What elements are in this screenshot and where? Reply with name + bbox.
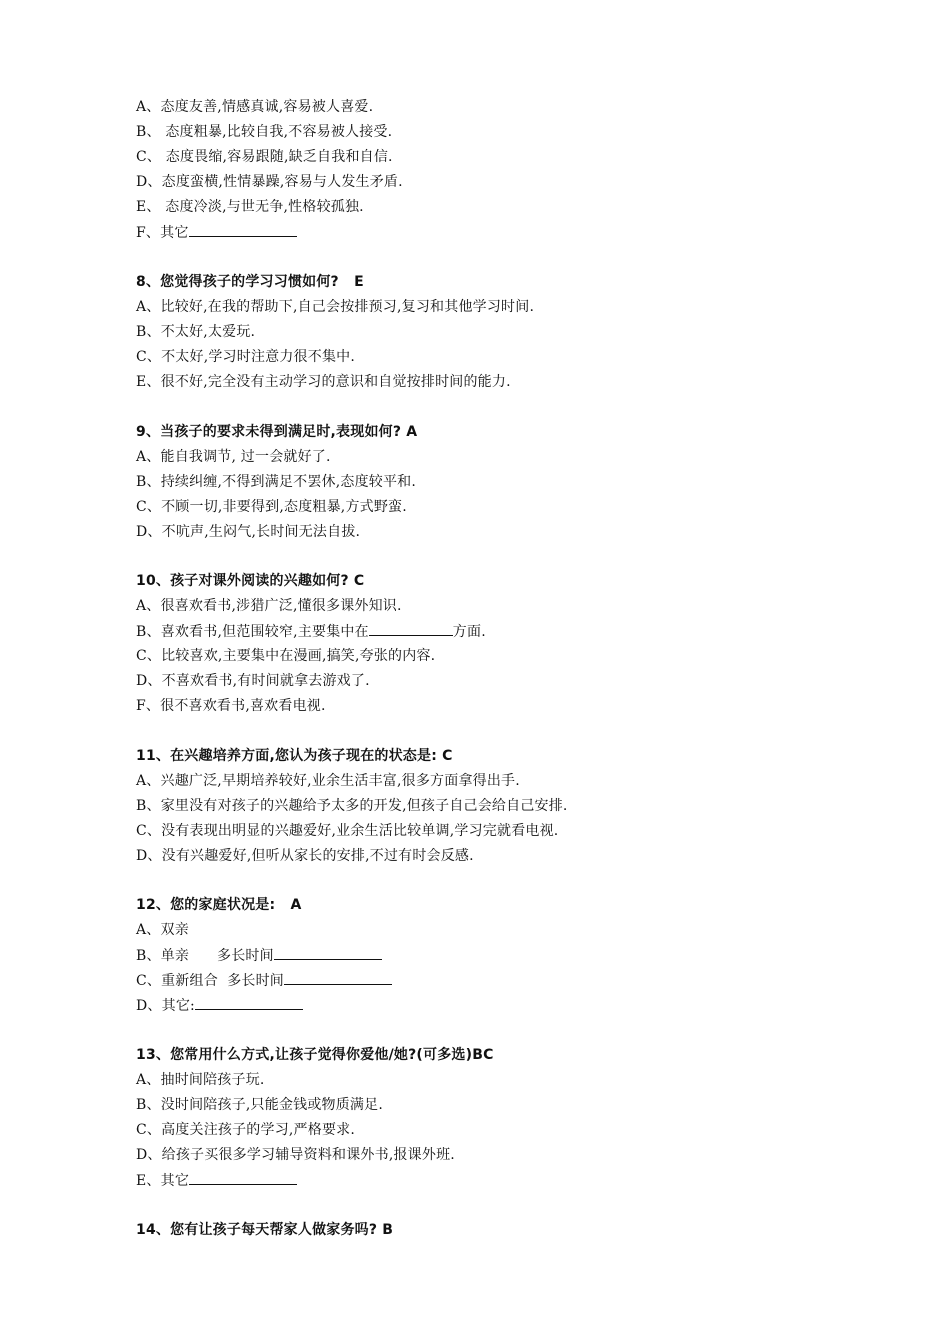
q12-option-b-label: B、单亲 多长时间 [136, 948, 274, 964]
q12-question: 12、您的家庭状况是: A [136, 897, 302, 913]
q9-option-d: D、不吭声,生闷气,长时间无法自拔. [136, 524, 361, 540]
q8-option-e: E、很不好,完全没有主动学习的意识和自觉按排时间的能力. [136, 374, 511, 390]
q10-option-d: D、不喜欢看书,有时间就拿去游戏了. [136, 673, 370, 689]
q12-option-d-blank [195, 995, 303, 1010]
q10-option-c: C、比较喜欢,主要集中在漫画,搞笑,夸张的内容. [136, 648, 436, 664]
q7-option-f-label: F、其它 [136, 225, 189, 241]
q13-option-e-blank [189, 1170, 297, 1185]
q13-option-e [136, 1170, 297, 1191]
q8-option-c: C、不太好,学习时注意力很不集中. [136, 349, 356, 365]
q11-option-a: A、兴趣广泛,早期培养较好,业余生活丰富,很多方面拿得出手. [136, 773, 520, 789]
q13-question: 13、您常用什么方式,让孩子觉得你爱他/她?(可多选)BC [136, 1047, 494, 1063]
q10-option-f: F、很不喜欢看书,喜欢看电视. [136, 698, 326, 714]
q8-question: 8、您觉得孩子的学习习惯如何? E [136, 274, 364, 290]
q12-option-c [136, 970, 392, 991]
q11-option-b: B、家里没有对孩子的兴趣给予太多的开发,但孩子自己会给自己安排. [136, 798, 568, 814]
q11-option-d: D、没有兴趣爱好,但听从家长的安排,不过有时会反感. [136, 848, 474, 864]
q8-option-b: B、不太好,太爱玩. [136, 324, 256, 340]
q9-option-c: C、不顾一切,非要得到,态度粗暴,方式野蛮. [136, 499, 407, 515]
q12-option-d-label: D、其它: [136, 998, 195, 1014]
q10-option-b [136, 621, 486, 642]
q7-option-b: B、 态度粗暴,比较自我,不容易被人接受. [136, 124, 393, 140]
q14-question: 14、您有让孩子每天帮家人做家务吗? B [136, 1222, 394, 1238]
q9-option-b: B、持续纠缠,不得到满足不罢休,态度较平和. [136, 474, 417, 490]
q9-question: 9、当孩子的要求未得到满足时,表现如何? A [136, 424, 418, 440]
q12-option-c-blank [284, 970, 392, 985]
q8-option-a: A、比较好,在我的帮助下,自己会按排预习,复习和其他学习时间. [136, 299, 535, 315]
q12-option-d [136, 995, 303, 1016]
q7-option-d: D、态度蛮横,性情暴躁,容易与人发生矛盾. [136, 174, 403, 190]
q13-option-c: C、高度关注孩子的学习,严格要求. [136, 1122, 356, 1138]
q7-option-f [136, 222, 297, 243]
q10-option-a: A、很喜欢看书,涉猎广泛,懂很多课外知识. [136, 598, 402, 614]
q10-option-b-blank [369, 621, 453, 636]
q13-option-b: B、没时间陪孩子,只能金钱或物质满足. [136, 1097, 383, 1113]
q12-option-c-label: C、重新组合 多长时间 [136, 973, 285, 989]
q7-option-a: A、态度友善,情感真诚,容易被人喜爱. [136, 99, 374, 115]
q13-option-a: A、抽时间陪孩子玩. [136, 1072, 265, 1088]
q13-option-d: D、给孩子买很多学习辅导资料和课外书,报课外班. [136, 1147, 455, 1163]
q13-option-e-label: E、其它 [136, 1173, 190, 1189]
q7-option-f-blank [189, 222, 297, 237]
q11-option-c: C、没有表现出明显的兴趣爱好,业余生活比较单调,学习完就看电视. [136, 823, 559, 839]
q9-option-a: A、能自我调节, 过一会就好了. [136, 449, 331, 465]
q7-option-c: C、 态度畏缩,容易跟随,缺乏自我和自信. [136, 149, 393, 165]
q10-question: 10、孩子对课外阅读的兴趣如何? C [136, 573, 365, 589]
q12-option-a: A、双亲 [136, 922, 189, 938]
q12-option-b-blank [274, 945, 382, 960]
q12-option-b [136, 945, 382, 966]
q10-option-b-suffix: 方面. [452, 624, 486, 640]
q11-question: 11、在兴趣培养方面,您认为孩子现在的状态是: C [136, 748, 453, 764]
q10-option-b-label: B、喜欢看书,但范围较窄,主要集中在 [136, 624, 369, 640]
q7-option-e: E、 态度冷淡,与世无争,性格较孤独. [136, 199, 364, 215]
